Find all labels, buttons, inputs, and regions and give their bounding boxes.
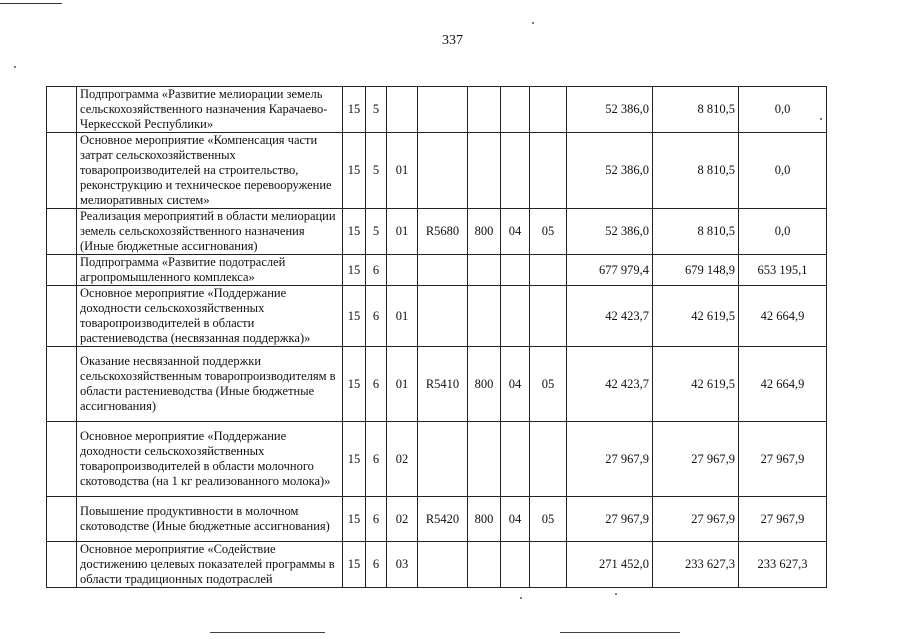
amount-cell: 653 195,1 [739,255,827,286]
code-cell: 15 [343,133,366,209]
row-name-cell: Оказание несвязанной поддержки сельскохозяйственным товаропроизводителям в области растениеводства (Иные бюджетные ассигнования) [77,347,343,422]
code-cell: 01 [387,209,418,255]
code-cell [387,87,418,133]
row-name-cell: Основное мероприятие «Компенсация части затрат сельскохозяйственных товаропроизводителей на строительство, реконструкцию и техническое перевооружение мелиоративных систем» [77,133,343,209]
row-blank-cell [47,497,77,542]
code-cell: 15 [343,209,366,255]
amount-cell: 8 810,5 [653,133,739,209]
row-blank-cell [47,255,77,286]
scan-speck [520,597,522,599]
row-name-cell: Реализация мероприятий в области мелиорации земель сельскохозяйственного назначения (Иные бюджетные ассигнования) [77,209,343,255]
code-cell [418,255,468,286]
code-cell: 02 [387,422,418,497]
table-row [47,422,827,497]
amount-cell: 27 967,9 [653,497,739,542]
code-cell [501,255,530,286]
code-cell [501,87,530,133]
code-cell: 6 [366,255,387,286]
code-cell: 02 [387,497,418,542]
code-cell: 5 [366,87,387,133]
code-cell [530,255,567,286]
code-cell: 05 [530,347,567,422]
code-cell: 6 [366,347,387,422]
row-blank-cell [47,286,77,347]
code-cell: 6 [366,422,387,497]
code-cell: 05 [530,209,567,255]
code-cell [468,133,501,209]
row-name-cell: Подпрограмма «Развитие мелиорации земель сельскохозяйственного назначения Карачаево-Черкесской Республики» [77,87,343,133]
code-cell [418,542,468,588]
top-edge-rule [0,3,62,4]
code-cell [468,286,501,347]
row-blank-cell [47,422,77,497]
amount-cell: 27 967,9 [739,497,827,542]
code-cell: 5 [366,133,387,209]
code-cell: 15 [343,497,366,542]
code-cell: 01 [387,347,418,422]
code-cell [418,422,468,497]
code-cell [501,422,530,497]
code-cell [468,255,501,286]
code-cell [468,422,501,497]
code-cell: 15 [343,87,366,133]
page-number: 337 [442,33,463,48]
code-cell: 15 [343,286,366,347]
code-cell: 03 [387,542,418,588]
code-cell: 15 [343,422,366,497]
amount-cell: 52 386,0 [567,133,653,209]
scan-speck [532,22,534,24]
amount-cell: 27 967,9 [653,422,739,497]
amount-cell: 42 619,5 [653,347,739,422]
row-name-cell: Основное мероприятие «Поддержание доходности сельскохозяйственных товаропроизводителей в области растениеводства (несвязанная поддержка)» [77,286,343,347]
table-row [47,286,827,347]
row-blank-cell [47,87,77,133]
amount-cell: 27 967,9 [739,422,827,497]
scan-speck [615,593,617,595]
budget-table [46,86,827,588]
code-cell [530,87,567,133]
code-cell: 15 [343,542,366,588]
code-cell [418,87,468,133]
amount-cell: 27 967,9 [567,497,653,542]
amount-cell: 271 452,0 [567,542,653,588]
code-cell: 01 [387,286,418,347]
table-row [47,255,827,286]
row-name-cell: Подпрограмма «Развитие подотраслей агропромышленного комплекса» [77,255,343,286]
amount-cell: 42 619,5 [653,286,739,347]
table-row [47,133,827,209]
code-cell: 800 [468,347,501,422]
code-cell: 05 [530,497,567,542]
amount-cell: 42 423,7 [567,286,653,347]
amount-cell: 42 664,9 [739,286,827,347]
amount-cell: 677 979,4 [567,255,653,286]
row-name-cell: Основное мероприятие «Поддержание доходности сельскохозяйственных товаропроизводителей в области молочного скотоводства (на 1 кг реализованного молока)» [77,422,343,497]
amount-cell: 8 810,5 [653,87,739,133]
code-cell: 6 [366,286,387,347]
amount-cell: 8 810,5 [653,209,739,255]
scan-speck [820,118,822,120]
row-blank-cell [47,347,77,422]
amount-cell: 52 386,0 [567,209,653,255]
code-cell: 04 [501,347,530,422]
code-cell [501,133,530,209]
code-cell [530,422,567,497]
code-cell [418,286,468,347]
code-cell: R5680 [418,209,468,255]
table-row [47,497,827,542]
amount-cell: 233 627,3 [739,542,827,588]
code-cell: 800 [468,497,501,542]
code-cell: 6 [366,497,387,542]
code-cell [530,133,567,209]
row-name-cell: Повышение продуктивности в молочном скотоводстве (Иные бюджетные ассигнования) [77,497,343,542]
amount-cell: 42 664,9 [739,347,827,422]
amount-cell: 233 627,3 [653,542,739,588]
code-cell: 6 [366,542,387,588]
amount-cell: 0,0 [739,209,827,255]
code-cell [387,255,418,286]
budget-table-body [47,87,827,588]
amount-cell: 52 386,0 [567,87,653,133]
code-cell [418,133,468,209]
code-cell: 5 [366,209,387,255]
amount-cell: 679 148,9 [653,255,739,286]
code-cell [501,286,530,347]
table-row [47,209,827,255]
bottom-edge-rule [210,632,325,633]
row-blank-cell [47,209,77,255]
row-blank-cell [47,542,77,588]
code-cell [468,87,501,133]
bottom-edge-rule [560,632,680,633]
row-blank-cell [47,133,77,209]
code-cell: 15 [343,347,366,422]
table-row [47,542,827,588]
table-row [47,87,827,133]
code-cell: 01 [387,133,418,209]
scan-speck [14,66,16,68]
code-cell [501,542,530,588]
code-cell [530,542,567,588]
amount-cell: 27 967,9 [567,422,653,497]
amount-cell: 42 423,7 [567,347,653,422]
code-cell: 15 [343,255,366,286]
code-cell: R5420 [418,497,468,542]
code-cell: 800 [468,209,501,255]
code-cell: R5410 [418,347,468,422]
amount-cell: 0,0 [739,133,827,209]
code-cell: 04 [501,209,530,255]
amount-cell: 0,0 [739,87,827,133]
row-name-cell: Основное мероприятие «Содействие достижению целевых показателей программы в области традиционных подотраслей [77,542,343,588]
table-row [47,347,827,422]
code-cell: 04 [501,497,530,542]
code-cell [468,542,501,588]
code-cell [530,286,567,347]
